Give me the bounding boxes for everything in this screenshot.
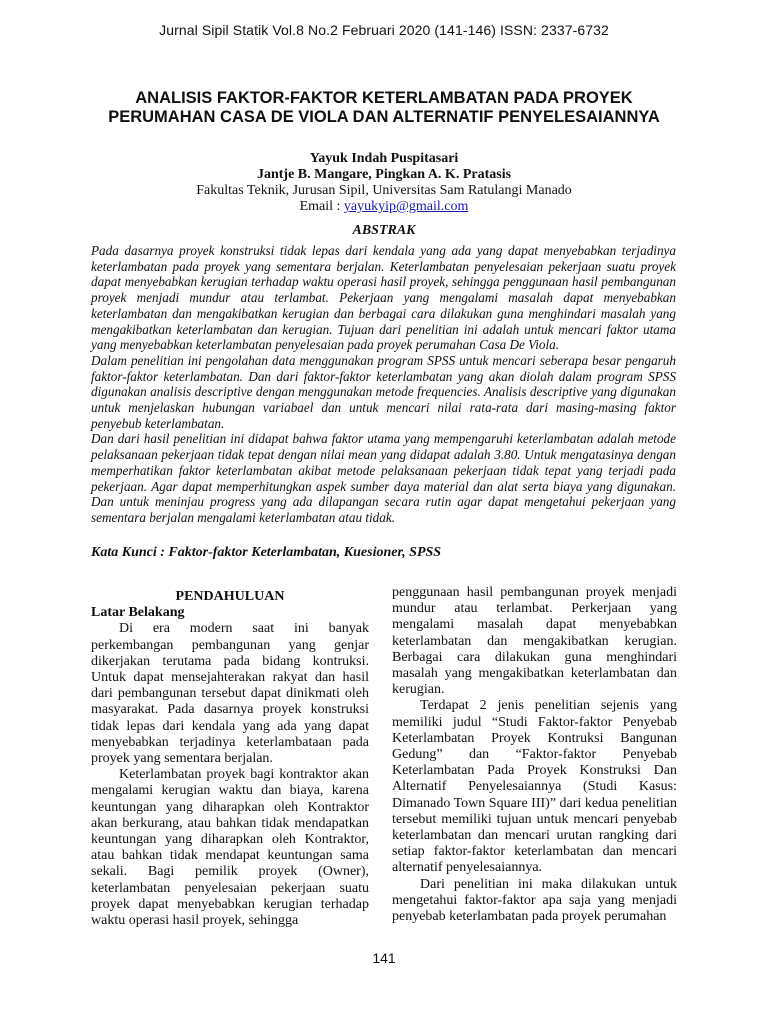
co-authors: Jantje B. Mangare, Pingkan A. K. Pratasis [256, 167, 512, 182]
body-paragraph: Terdapat 2 jenis penelitian sejenis yang memiliki judul “Studi Faktor-faktor Penyebab Keterlambatan Proyek Kontruksi Bangunan Gedung” dan “Faktor-faktor Penyebab Keterlambatan Pada Proyek Konstruksi Dan Alternatif Penyelesaiannya (Studi Kasus: Dimanado Town Square III)” dari kedua penelitian tersebut memiliki tujuan untuk mencari penyebab keterlambatan dan mencari urutan rangking dari setiap faktor-faktor keterlambatan dan mencari alternatif penyelesaiannya. [392, 698, 677, 876]
body-paragraph: Dari penelitian ini maka dilakukan untuk mengetahui faktor-faktor apa saja yang menjadi penyebab keterlambatan pada proyek perumahan [392, 876, 677, 925]
right-column [392, 585, 677, 925]
abstract-body [91, 243, 676, 526]
abstract-paragraph: Pada dasarnya proyek konstruksi tidak lepas dari kendala yang ada yang dapat menyebabkan terjadinya keterlambatan pada proyek yang sementara berjalan. Keterlambatan penyelesaian pekerjaan suatu proyek dapat menyebabkan kerugian terhadap waktu operasi hasil proyek, sehingga penggunaan hasil pembangunan proyek menjadi mundur atau terlambat. Pekerjaan yang mengalami masalah dapat menyebabkan keterlambatan dan mengakibatkan kerugian dan berbagai cara dilakukan guna menghindari masalah yang mengakibatkan keterlambatan dan kerugian. Tujuan dari penelitian ini adalah untuk mencari faktor utama yang menyebabkan keterlambatan penyelesaian pada proyek perumahan Casa De Viola. [91, 243, 676, 353]
primary-author: Yayuk Indah Puspitasari [309, 151, 459, 166]
left-column [91, 589, 369, 929]
body-paragraph: Keterlambatan proyek bagi kontraktor akan mengalami kerugian waktu dan biaya, karena keuntungan yang diharapkan oleh Kontraktor akan berkurang, atau bahkan tidak mendapatkan keuntungan yang diharapkan oleh Kontraktor, atau bahkan tidak mendapat keuntungan sama sekali. Bagi pemilik proyek (Owner), keterlambatan penyelesaian pekerjaan suatu proyek dapat menyebabkan kerugian terhadap waktu operasi hasil proyek, sehingga [91, 767, 369, 929]
paper-title: ANALISIS FAKTOR-FAKTOR KETERLAMBATAN PADA PROYEK PERUMAHAN CASA DE VIOLA DAN ALTERNATIF PENYELESAIANNYA [108, 89, 660, 126]
subsection-heading: Latar Belakang [91, 605, 185, 621]
body-paragraph: penggunaan hasil pembangunan proyek menjadi mundur atau terlambat. Perkerjaan yang mengalami masalah dapat menyebabkan keterlambatan dan mengakibatkan kerugian. Berbagai cara dilakukan guna menghindari masalah yang mengakibatkan keterlambatan dan kerugian. [392, 585, 677, 698]
page-number: 141 [372, 950, 396, 966]
abstract-paragraph: Dan dari hasil penelitian ini didapat bahwa faktor utama yang mempengaruhi keterlambatan adalah metode pelaksanaan pekerjaan tidak tepat dengan nilai mean yang didapat adalah 3.80. Untuk mengatasinya dengan memperhatikan faktor keterlambatan akibat metode pelaksanaan pekerjaan tidak tepat yang terjadi pada pekerjaan. Agar dapat memperhitungkan aspek sumber daya material dan alat serta biaya yang digunakan. Dan untuk meninjau progress yang ada dilapangan secara rutin agar dapat mengetahui pekerjaan yang sementara berjalan mengalami keterlambatan atau tidak. [91, 431, 676, 525]
email-label: Email : [299, 199, 344, 214]
abstract-heading: ABSTRAK [352, 223, 416, 238]
section-heading: PENDAHULUAN [175, 589, 285, 604]
email-line [0, 199, 768, 215]
body-paragraph: Di era modern saat ini banyak perkembangan pembangunan yang genjar dikerjakan terutama pada bidang kontruksi. Untuk dapat mensejahterakan rakyat dan hasil dari pembangunan tersebut dapat dinikmati oleh masyarakat. Pada dasarnya proyek konstruksi tidak lepas dari kendala yang ada yang dapat menyebabkan terjadinya keterlambataan pada proyek yang sementara berjalan. [91, 621, 369, 767]
abstract-paragraph: Dalam penelitian ini pengolahan data menggunakan program SPSS untuk mencari seberapa besar pengaruh faktor-faktor keterlambatan. Dan dari faktor-faktor keterlambatan yang akan diolah dalam program SPSS digunakan analisis descriptive dengan menggunakan metode frequencies. Analisis descriptive yang digunakan untuk menjelaskan hubungan variabael dan untuk mencari nilai rata-rata dari masing-masing faktor penyebub keterlambatan. [91, 352, 676, 431]
affiliation: Fakultas Teknik, Jurusan Sipil, Universitas Sam Ratulangi Manado [196, 183, 572, 198]
keywords: Kata Kunci : Faktor-faktor Keterlambatan, Kuesioner, SPSS [91, 545, 442, 560]
journal-header: Jurnal Sipil Statik Vol.8 No.2 Februari 2020 (141-146) ISSN: 2337-6732 [159, 22, 609, 38]
author-block [0, 151, 768, 215]
email-link[interactable]: yayukyip@gmail.com [343, 199, 469, 214]
